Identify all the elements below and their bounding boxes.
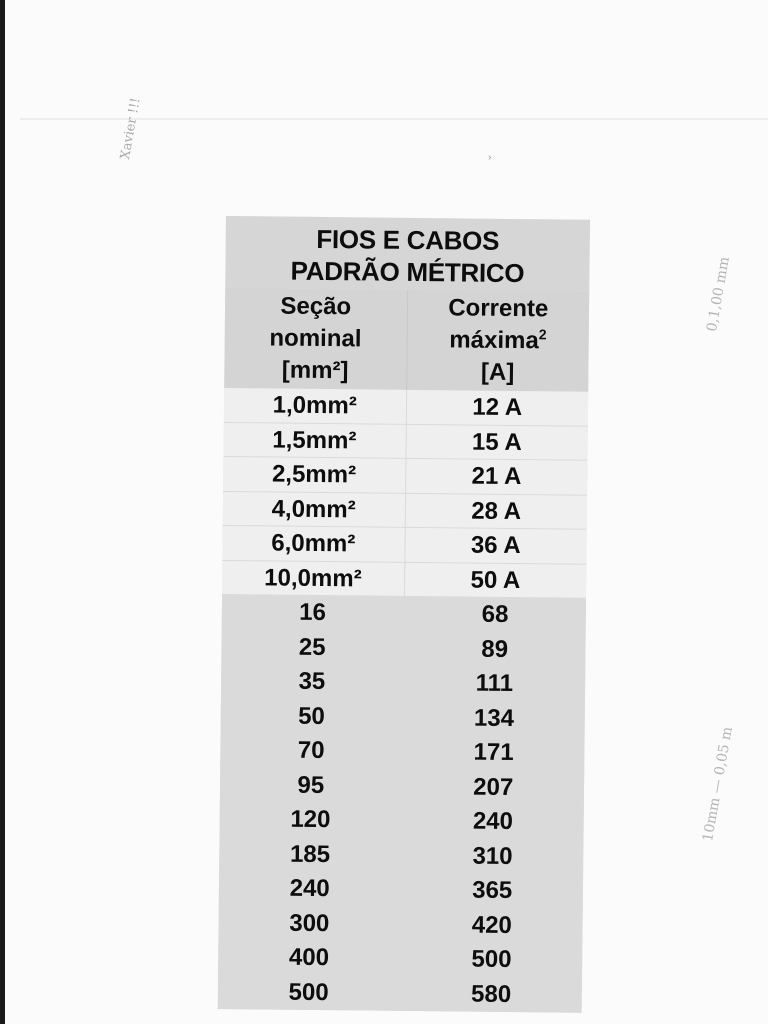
cell-current: 365 (472, 876, 513, 905)
cell-current: 111 (475, 669, 514, 698)
table-body (218, 388, 588, 1013)
table-row (223, 457, 587, 495)
header-section-line3: [mm²] (281, 356, 349, 385)
cell-current: 21 A (471, 462, 522, 491)
cell-section: 4,0mm² (223, 491, 406, 526)
cell-current: 240 (472, 807, 514, 836)
cell-current: 50 A (470, 566, 521, 594)
cell-section: 10,0mm² (222, 560, 405, 595)
cell-section: 500 (218, 974, 401, 1009)
cell-section: 50 (221, 698, 404, 733)
cell-current: 36 A (470, 531, 521, 560)
table-row (223, 491, 587, 529)
cell-current: 580 (470, 980, 512, 1008)
table-title-line1: FIOS E CABOS (316, 223, 500, 256)
table-row (222, 560, 586, 598)
cell-section: 95 (220, 767, 403, 802)
header-current (407, 290, 590, 392)
table-title-line2: PADRÃO MÉTRICO (290, 255, 525, 289)
handwritten-note-right-top: 0,1,00 mm (704, 255, 733, 333)
cell-section: 120 (220, 802, 403, 837)
header-current-line3: [A] (480, 358, 515, 387)
cell-current: 134 (473, 704, 515, 732)
header-current-superscript: 2 (538, 326, 547, 343)
page-left-edge (0, 0, 5, 1024)
header-section-line1: Seção (280, 292, 352, 321)
cell-section: 1,0mm² (224, 388, 407, 423)
header-current-line2 (407, 324, 589, 358)
cell-current: 89 (481, 635, 509, 663)
table-row (218, 905, 582, 943)
cell-current: 310 (472, 842, 513, 870)
cell-section: 6,0mm² (222, 526, 405, 561)
scan-speck: › (488, 152, 492, 163)
cell-current: 28 A (471, 497, 522, 525)
cell-section: 400 (218, 940, 401, 975)
cell-section: 25 (221, 629, 404, 664)
table-row (219, 836, 583, 874)
cell-current: 171 (473, 738, 514, 767)
table-row (222, 526, 586, 564)
header-section-line2: nominal (269, 324, 362, 353)
table-title (225, 216, 590, 292)
cell-current: 12 A (472, 393, 523, 422)
table-row (219, 871, 583, 909)
cell-current: 420 (471, 911, 512, 939)
table-row (220, 767, 584, 805)
cell-section: 185 (219, 836, 402, 871)
table-row (220, 802, 584, 840)
cell-section: 70 (220, 733, 403, 768)
cell-current: 207 (473, 773, 514, 801)
cell-section: 1,5mm² (223, 422, 406, 457)
wire-table (218, 216, 590, 1008)
table-row (223, 422, 587, 460)
table-row (220, 733, 584, 771)
table-row (221, 664, 585, 702)
cell-current: 500 (471, 945, 512, 974)
table-row (218, 940, 582, 978)
header-section (224, 288, 408, 390)
table-row (221, 629, 585, 667)
cell-current: 15 A (471, 428, 522, 456)
header-current-line2-text: máxima (449, 326, 539, 355)
table-row (222, 595, 586, 633)
handwritten-note-left: Xavier !!! (118, 96, 144, 161)
table-row (224, 388, 588, 426)
table-row (218, 974, 582, 1012)
cell-section: 240 (219, 871, 402, 906)
table-row (221, 698, 585, 736)
cell-section: 2,5mm² (223, 457, 406, 492)
cell-section: 300 (218, 905, 401, 940)
cell-section: 16 (222, 595, 405, 630)
table-header (224, 288, 589, 392)
cell-section: 35 (221, 664, 404, 699)
header-current-line1: Corrente (448, 294, 549, 323)
handwritten-note-right-bottom: 10mm — 0,05 m (700, 725, 736, 843)
cell-current: 68 (481, 600, 509, 628)
